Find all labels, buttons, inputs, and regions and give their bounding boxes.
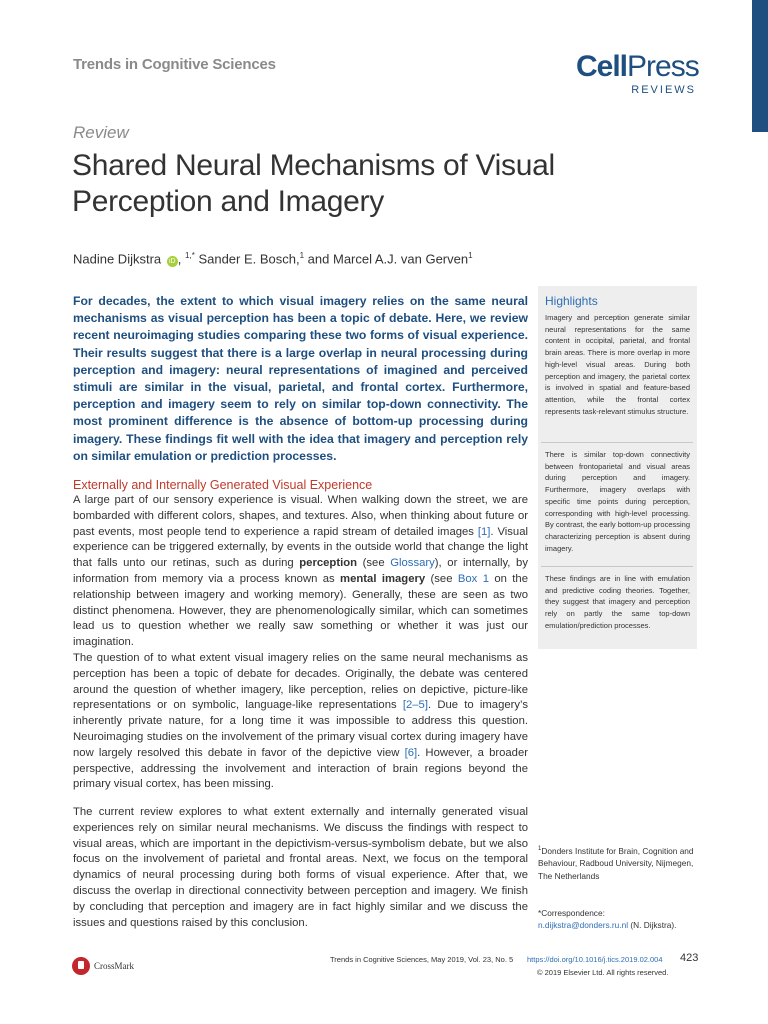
text-run: . Due to imagery’s inherently private nature, for a long time it was impossible to address this question. Neuroimaging studies on the involvement of the primary visual cortex during imagery have now largely resolved this debate in favor of the depictive view — [73, 699, 528, 759]
highlight-item: Imagery and perception generate similar neural representations for the same content in occipital, parietal, and frontal brain areas. There is more overlap in more high-level visual areas. During both perception and imagery, the parietal cortex is involved in spatial and feature-based attention, while the frontal cortex represents task-relevant stimulus structure. — [545, 313, 690, 416]
correspondence-label: *Correspondence: — [538, 908, 605, 918]
text-run: (see — [357, 557, 391, 570]
author-separator: , — [177, 251, 186, 267]
orcid-icon[interactable]: iD — [167, 256, 178, 267]
doi-link[interactable]: https://doi.org/10.1016/j.tics.2019.02.004 — [527, 955, 663, 964]
affiliation-text: Donders Institute for Brain, Cognition and Behaviour, Radboud University, Nijmegen, The Netherlands — [538, 845, 694, 881]
box-link[interactable]: Box 1 — [457, 572, 489, 585]
author-list — [73, 251, 473, 267]
body-paragraph: The current review explores to what extent externally and internally generated visual experiences rely on similar neural mechanisms. We discuss the findings with respect to visual areas, which are important in the depictivism-versus-symbolism debate, but we also focus on the involvement of parietal and frontal areas. Next, we focus on the temporal dynamics of neural processing during both forms of visual experience. After that, we discuss the overlap in directional connectivity between perception and imagery. We finish by concluding that perception and imagery are in fact highly similar and we discuss the issues and questions raised by this conclusion. — [73, 806, 528, 929]
author-affiliation-marker: 1 — [468, 251, 473, 260]
copyright-notice: © 2019 Elsevier Ltd. All rights reserved. — [537, 968, 669, 977]
author-name: Nadine Dijkstra — [73, 251, 162, 267]
author-affiliation-marker: 1,* — [185, 251, 195, 260]
reference-link[interactable]: [2–5] — [402, 699, 428, 712]
author-name: Marcel A.J. van Gerven — [332, 251, 469, 267]
crossmark-icon — [72, 957, 90, 975]
section-heading: Externally and Internally Generated Visual Experience — [73, 478, 373, 492]
glossary-link[interactable]: Glossary — [390, 557, 435, 570]
correspondence-name: (N. Dijkstra). — [628, 920, 677, 931]
text-run: on the relationship between imagery and working memory). Generally, these are seen as two distinct phenomena. However, they are phenomenologically similar, which can sometimes lead us to question whether we really saw something or whether it was just our imagination. — [73, 572, 528, 649]
text-run: A large part of our sensory experience is visual. When walking down the street, we are bombarded with different colors, shapes, and textures. Also, when thinking about future or past events, most people tend to experience a rapid stream of detailed images — [73, 494, 528, 538]
text-run: . Visual experience can be triggered externally, by events in the outside world that change the light that falls unto our retinas, such as during — [73, 525, 529, 570]
highlights-title: Highlights — [545, 294, 598, 308]
author-affiliation-marker: 1 — [299, 251, 305, 260]
correspondence-note — [538, 907, 703, 932]
logo-press-text: Press — [627, 50, 699, 83]
crossmark-label: CrossMark — [94, 961, 134, 971]
text-run: The question of to what extent visual imagery relies on the same neural mechanisms as perception has been a topic of debate for decades. Originally, the debate was centered around the question of whether imagery, like perception, relies on depictive, picture-like representations or on symbolic, language-like representations — [73, 652, 528, 712]
highlight-item: These findings are in line with emulation and predictive coding theories. Together, they suggest that imagery and perception rely on partly the same top-down emulation/prediction processes. — [545, 574, 690, 630]
cellpress-logo — [576, 50, 699, 96]
page-number: 423 — [680, 952, 699, 964]
side-tab-marker — [752, 0, 768, 132]
logo-reviews-text: REVIEWS — [631, 84, 696, 96]
reference-link[interactable]: [6] — [404, 746, 418, 759]
text-run: (see — [425, 572, 458, 585]
affiliation-note — [538, 843, 698, 882]
footer-citation: Trends in Cognitive Sciences, May 2019, Vol. 23, No. 5 — [330, 955, 514, 964]
author-name: Sander E. Bosch, — [198, 251, 300, 267]
highlight-item: There is similar top-down connectivity between frontoparietal and visual areas during perception and imagery. Furthermore, imagery overlaps with specific time points during perception, corresponding with high-level processing. By contrast, the early bottom-up processing characterizing perception is absent during imagery. — [545, 450, 690, 553]
logo-cell-text: Cell — [576, 50, 628, 83]
affiliation-marker: 1 — [538, 846, 542, 852]
author-separator: and — [304, 251, 333, 267]
abstract: For decades, the extent to which visual imagery relies on the same neural mechanisms as visual perception has been a topic of debate. Here, we review recent neuroimaging studies comparing these two forms of visual experience. Their results suggest that there is a large overlap in neural processing during perception and imagery: neural representations of imagined and perceived stimuli are similar in the visual, parietal, and frontal cortex. Furthermore, perception and imagery seem to rely on similar top-down connectivity. The most prominent difference is the absence of bottom-up processing during imagery. These findings fit well with the idea that imagery and perception rely on similar emulation or prediction processes. — [73, 294, 528, 463]
highlight-divider — [541, 566, 693, 567]
email-link[interactable]: n.dijkstra@donders.ru.nl — [538, 920, 629, 931]
highlight-divider — [541, 442, 693, 443]
body-paragraph — [73, 651, 528, 793]
glossary-term: mental imagery — [340, 572, 426, 585]
text-run: ), or internally, by information from memory via a process known as — [73, 557, 528, 585]
journal-name: Trends in Cognitive Sciences — [73, 56, 276, 73]
reference-link[interactable]: [1] — [477, 525, 491, 538]
glossary-term: perception — [299, 557, 358, 570]
article-type: Review — [73, 123, 129, 142]
text-run: . However, a broader perspective, addressing the involvement and interaction of brain regions beyond the primary visual cortex, has been missing. — [73, 746, 529, 791]
crossmark-badge[interactable] — [72, 955, 142, 977]
article-title: Shared Neural Mechanisms of Visual Perception and Imagery — [72, 149, 555, 218]
body-paragraph — [73, 493, 528, 651]
